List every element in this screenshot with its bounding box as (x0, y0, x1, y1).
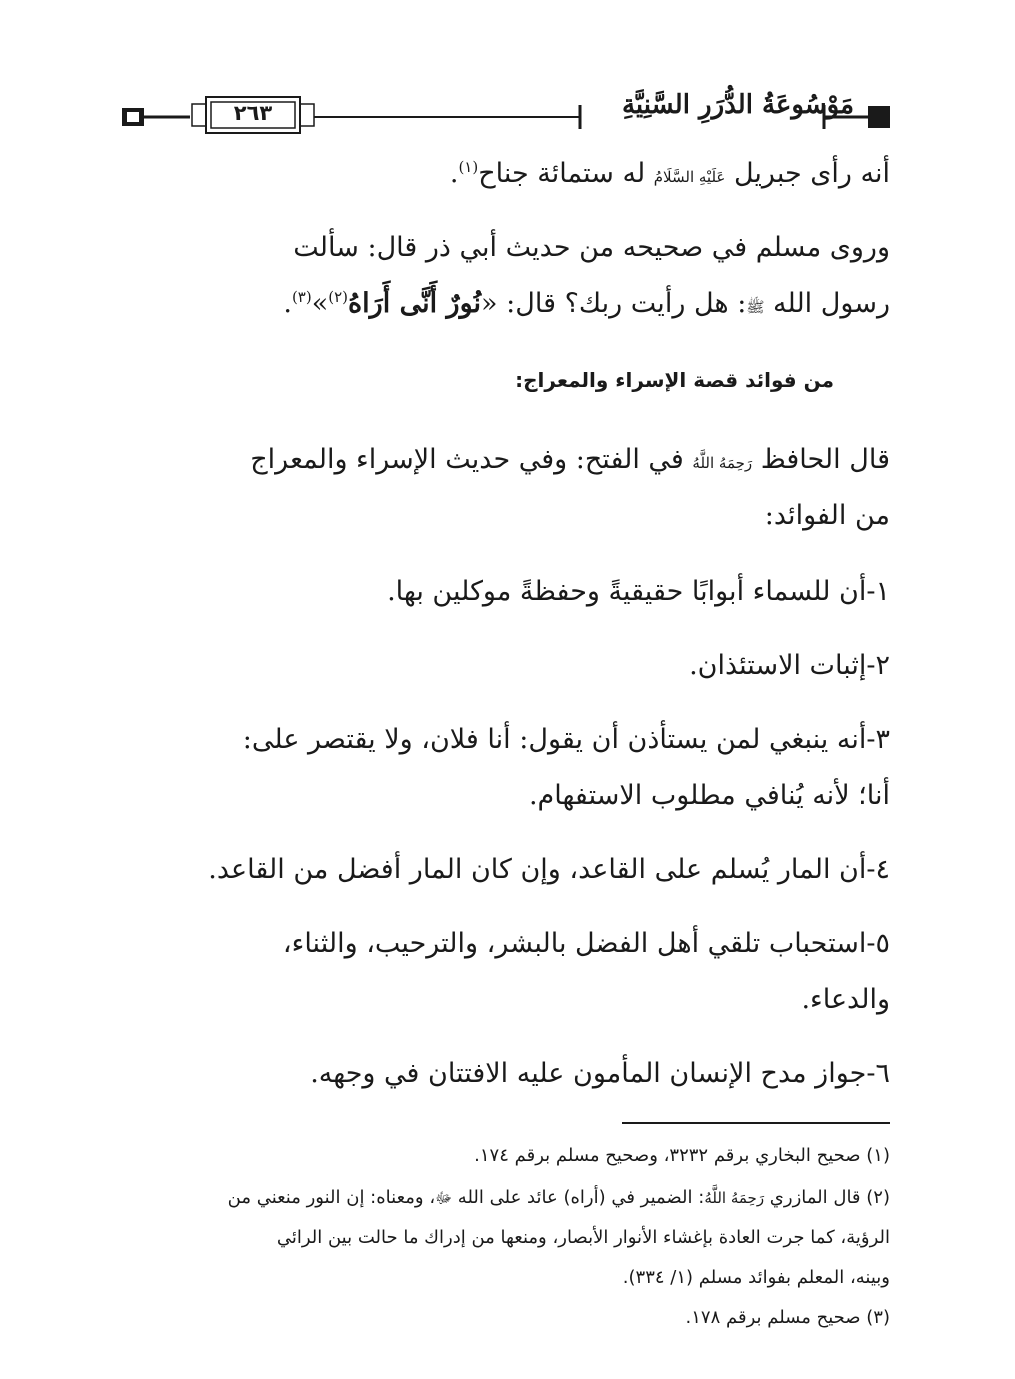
paragraph-2-line-1: وروى مسلم في صحيحه من حديث أبي ذر قال: سألت (293, 232, 890, 263)
footnote-1: (١) صحيح البخاري برقم ٣٢٣٢، وصحيح مسلم برقم ١٧٤. (474, 1145, 890, 1166)
list-item-3-line-1: ٣-أنه ينبغي لمن يستأذن أن يقول: أنا فلان، ولا يقتصر على: (242, 724, 890, 755)
honorific-glyph: عَلَيْهِ السَّلَامُ (653, 168, 726, 186)
footnote-separator (622, 1122, 890, 1124)
footnote-ref-2: (٢) (328, 288, 349, 306)
paragraph-3-line-2: من الفوائد: (764, 500, 890, 531)
section-heading: من فوائد قصة الإسراء والمعراج: (515, 368, 834, 392)
honorific-glyph: ﷺ (746, 298, 765, 316)
paragraph-3-line-1: قال الحافظ رَحِمَهُ اللَّهُ في الفتح: وفي حديث الإسراء والمعراج (250, 444, 890, 475)
list-item-4: ٤-أن المار يُسلم على القاعد، وإن كان المار أفضل من القاعد. (208, 854, 890, 885)
footnote-ref-3: (٣) (291, 288, 312, 306)
list-item-5-line-2: والدعاء. (801, 984, 890, 1015)
footnote-ref-1: (١) (458, 158, 479, 176)
honorific-glyph: رَحِمَهُ اللَّهُ (704, 1189, 765, 1207)
list-item-2: ٢-إثبات الاستئذان. (689, 650, 890, 681)
paragraph-1: أنه رأى جبريل عَلَيْهِ السَّلَامُ له ستمائة جناح$^{(١)}$. (449, 158, 890, 189)
footnote-2-line-1: (٢) قال المازري رَحِمَهُ اللَّهُ: الضمير في (أراه) عائد على الله ﷻ، ومعناه: إن النور منعني من (227, 1187, 890, 1208)
list-item-3-line-2: أنا؛ لأنه يُنافي مطلوب الاستفهام. (528, 780, 890, 811)
footnote-3: (٣) صحيح مسلم برقم ١٧٨. (685, 1307, 890, 1328)
list-item-1: ١-أن للسماء أبوابًا حقيقيةً وحفظةً موكلين بها. (387, 576, 890, 607)
footnote-2-line-3: وبينه، المعلم بفوائد مسلم (١/ ٣٣٤). (622, 1267, 890, 1288)
list-item-5-line-1: ٥-استحباب تلقي أهل الفضل بالبشر، والترحيب، والثناء، (282, 928, 890, 959)
paragraph-2-line-2: رسول الله ﷺ: هل رأيت ربك؟ قال: «نُورٌ أَنَّى أَرَاهُ$^{(٢)}$»$^{(٣)}$. (283, 288, 890, 319)
hadith-quote: نُورٌ أَنَّى أَرَاهُ (348, 288, 482, 319)
list-item-6: ٦-جواز مدح الإنسان المأمون عليه الافتتان في وجهه. (310, 1058, 890, 1089)
page-header (120, 84, 892, 144)
footnote-2-line-2: الرؤية، كما جرت العادة بإغشاء الأنوار الأبصار، ومنعها من إدراك ما حالت بين الرائي (276, 1227, 890, 1248)
page-number: ٢٦٣ (233, 101, 273, 125)
honorific-glyph: رَحِمَهُ اللَّهُ (692, 454, 753, 472)
book-title: مَوْسُوعَةُ الدُّرَرِ السَّنِيَّةِ (621, 90, 854, 120)
honorific-glyph: ﷻ (435, 1189, 453, 1207)
